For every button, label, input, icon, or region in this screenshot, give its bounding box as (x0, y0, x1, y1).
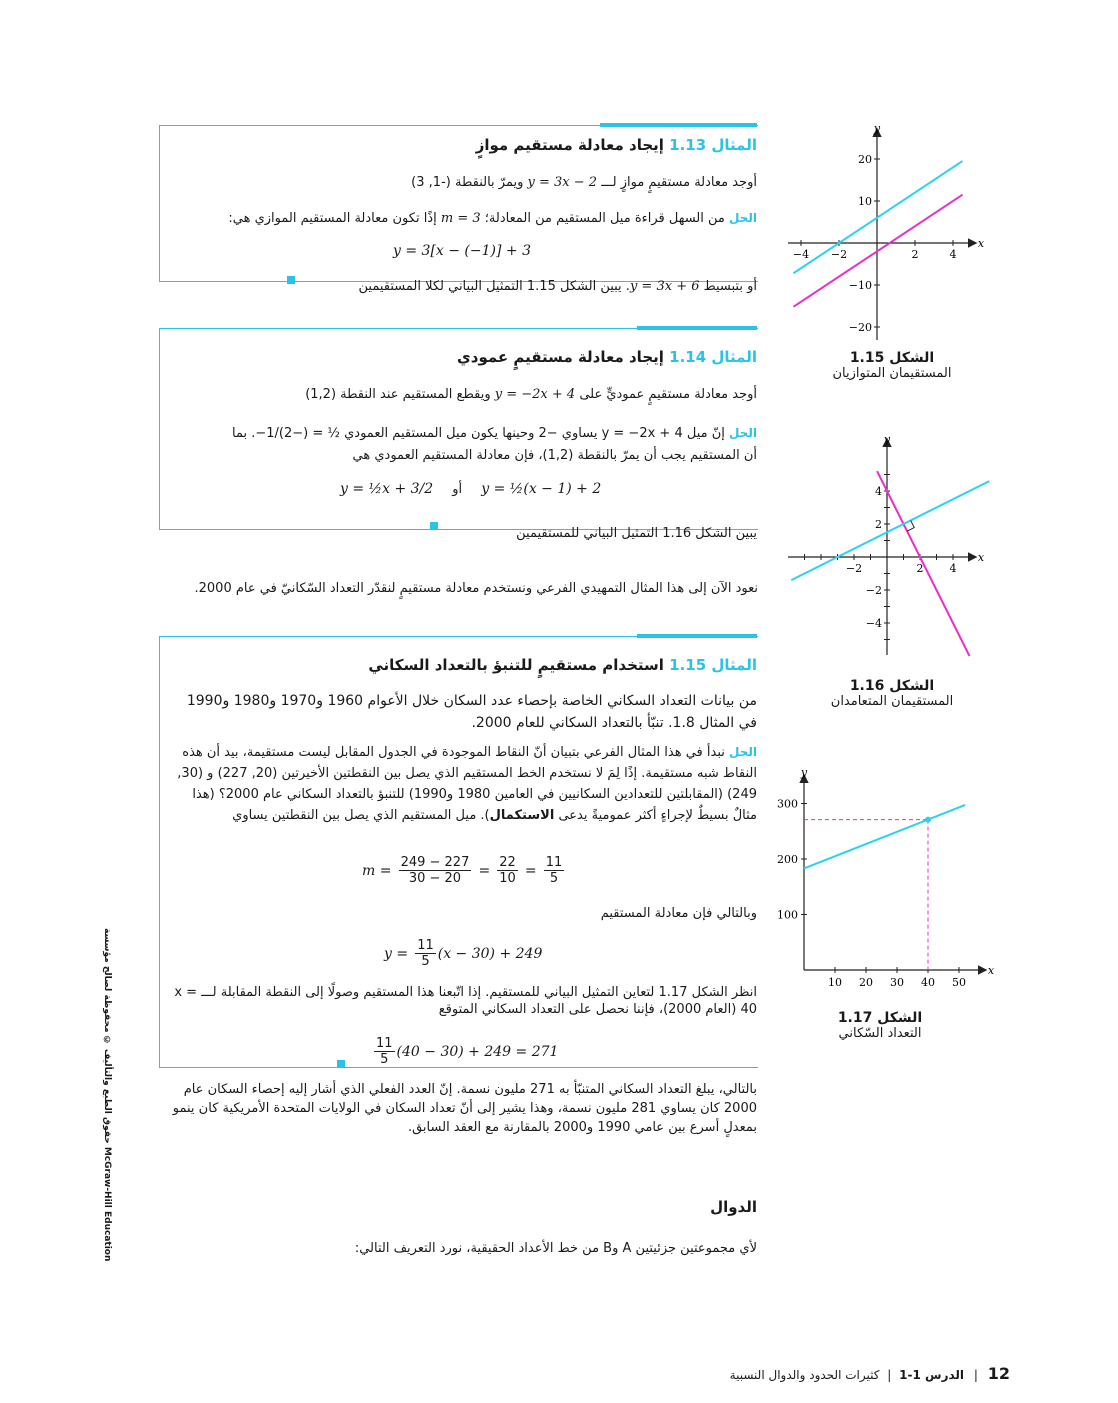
y-axis-label: y (800, 766, 808, 779)
conclusion-paragraph: بالتالي، يبلغ التعداد السكاني المتنبّأ به 271 مليون نسمة. إنّ العدد الفعلي الذي أشار إليه إحصاء السكان عام 2000 كان يساوي 281 مليون نسمة، وهذا يشير إلى أنّ تعداد السكان في الولايات المتحدة الأمريكية كان ينمو بمعدلٍ أسرع بين عامي 1990 و2000 بالمقارنة مع العقد السابق. (172, 1082, 757, 1135)
tick-label: 4 (949, 248, 957, 261)
figure-1-15 (780, 118, 995, 348)
example-1-13-prompt: أوجد معادلة مستقيمٍ موازٍ لـــ y = 3x − 2 ويمرّ بالنقطة (-1, 3) (411, 175, 757, 190)
page-number: 12 (987, 1364, 1010, 1383)
tick-label: 10 (858, 195, 872, 208)
tick-label: −2 (865, 584, 882, 597)
section-title: الدوال (710, 1198, 757, 1216)
tick-label: 2 (875, 518, 882, 531)
example-1-14-heading: المثال 1.14 إيجاد معادلة مستقيمٍ عمودي (457, 348, 757, 366)
y-axis-label: y (873, 122, 881, 135)
copyright-vertical: حقوق الطبع والتأليف © محفوظة لصالح مؤسسة McGraw-Hill Education (102, 928, 112, 1262)
section-intro: لأي مجموعتين جزئيتين A وB من خط الأعداد الحقيقية، نورد التعريف التالي: (354, 1241, 757, 1256)
example-1-15-solution: الحل نبدأ في هذا المثال الفرعي بتبيان أنّ النقاط الموجودة في الجدول المقابل ليست مستقيمة، بيد أن هذه النقاط شبه مستقيمة. إذًا لِمَ لا نستخدم الخط المستقيم الذي يصل بين النقطتين الأخيرتين (20, 227) و (30, 249) (المقابلتين للتعدادين السكانيين في العامين 1980 و1990) للتنبؤ بالتعداد السكاني عام 2000؟ (هذا مثالٌ بسيطٌ لإجراءٍ أكثر عموميةً يدعى الاستكمال). ميل المستقيم الذي يصل بين النقطتين يساوي (177, 745, 757, 823)
line-parallel-upper (793, 161, 962, 273)
prediction-equation: $\frac{11}{5}$ (40 − 30) + 249 = 271 (376, 1036, 559, 1067)
example-1-13-equation: y = 3[x − (−1)] + 3 (393, 243, 531, 259)
perpendicular-eq-b: y = ½x + 3/2 (340, 481, 434, 497)
tick-label: 20 (859, 976, 873, 989)
example-1-15-heading: المثال 1.15 استخدام مستقيمٍ للتنبؤ بالتعداد السكاني (368, 656, 757, 674)
example-label: المثال (711, 136, 757, 154)
tick-label: 2 (916, 562, 924, 575)
tick-label: 2 (911, 248, 919, 261)
figure-1-16 (780, 430, 995, 660)
example-1-14-equations: y = ½x + 3/2 أو y = ½(x − 1) + 2 (340, 481, 602, 497)
tick-label: −20 (848, 321, 872, 334)
example-1-13-simplify: أو بتبسيط y = 3x + 6. يبين الشكل 1.15 التمثيل البياني لكلا المستقيمين (358, 279, 757, 294)
tick-label: 200 (777, 853, 798, 866)
see-figure-text: انظر الشكل 1.17 لتعاين التمثيل البياني للمستقيم. إذا اتّبعنا هذا المستقيم وصولًا إلى النقطة المقابلة لـــ x = 40 (العام 2000)، فإننا نحصل على التعداد السكاني المتوقع (174, 985, 757, 1017)
example-title: إيجاد معادلة مستقيم موازٍ (475, 136, 664, 154)
slope-computation: m = $\frac{249 - 227}{30 - 20}$ = $\frac{22}{10}$ = $\frac{11}{5}$ (362, 855, 563, 886)
example-1-14-accent (637, 326, 757, 330)
population-line (804, 805, 965, 868)
figure-1-16-caption: الشكل 1.16 المستقيمان المتعامدان (830, 678, 954, 709)
example-1-13-solution: الحل من السهل قراءة ميل المستقيم من المعادلة؛ m = 3 إذًا تكون معادلة المستقيم الموازي هي: (228, 211, 757, 226)
example-1-14-solution: الحل إنّ ميل y = −2x + 4 يساوي −2 وحينها يكون ميل المستقيم العمودي ½ = (−2)/1−. بما أن المستقيم يجب أن يمرّ بالنقطة (1,2)، فإن معادلة المستقيم العمودي هي (231, 426, 757, 463)
example-1-15-prompt: من بيانات التعداد السكاني الخاصة بإحصاء عدد السكان خلال الأعوام 1960 و1970 و1980 و1990 في المثال 1.8. تنبّأ بالتعداد السكاني للعام 2000. (186, 693, 757, 731)
example-1-15-corner (337, 1060, 345, 1068)
predicted-point (925, 817, 931, 823)
tick-label: 50 (952, 976, 966, 989)
example-1-15-accent (637, 634, 757, 638)
tick-label: 30 (890, 976, 904, 989)
tick-label: −2 (830, 248, 848, 261)
lesson-number: الدرس 1-1 (899, 1368, 965, 1382)
tick-label: −2 (845, 562, 863, 575)
x-axis-label: x (987, 964, 995, 977)
tick-label: 10 (828, 976, 842, 989)
tick-label: 20 (858, 153, 872, 166)
lesson-title: كثيرات الحدود والدوال النسبية (729, 1368, 880, 1382)
solution-label: الحل (729, 211, 757, 225)
line-parallel-lower (793, 195, 962, 307)
y-axis-label: y (883, 433, 891, 446)
line-equation: y = $\frac{11}{5}$ (x − 30) + 249 (384, 938, 543, 969)
tick-label: 4 (949, 562, 957, 575)
tick-label: 4 (875, 485, 882, 498)
x-axis-label: x (977, 551, 985, 564)
example-number: 1.13 (669, 136, 707, 154)
x-axis-label: x (977, 237, 985, 250)
figure-1-17-caption: الشكل 1.17 التعداد السّكاني (837, 1010, 923, 1041)
example-1-14-prompt: أوجد معادلة مستقيمٍ عموديٍّ على y = −2x + 4 ويقطع المستقيم عند النقطة (1,2) (305, 387, 757, 402)
example-1-13-accent (600, 123, 757, 127)
tick-label: −4 (792, 248, 810, 261)
thus-text: وبالتالي فإن معادلة المستقيم (600, 906, 757, 921)
page-footer: 12 | الدرس 1-1 | كثيرات الحدود والدوال النسبية (729, 1364, 1010, 1383)
tick-label: 40 (921, 976, 935, 989)
example-1-14-after: يبين الشكل 1.16 التمثيل البياني للمستقيمين (516, 526, 757, 541)
figure-1-15-caption: الشكل 1.15 المستقيمان المتوازيان (832, 350, 952, 381)
tick-label: −4 (865, 617, 882, 630)
tick-label: 100 (777, 908, 798, 922)
tick-label: 300 (777, 797, 798, 811)
example-1-13-heading (197, 136, 757, 154)
perpendicular-eq-a: y = ½(x − 1) + 2 (481, 481, 602, 497)
transition-paragraph: نعود الآن إلى هذا المثال التمهيدي الفرعي ونستخدم معادلة مستقيمٍ لنقدّر التعداد السّكانيّ في عام 2000. (194, 581, 758, 596)
tick-label: −10 (848, 279, 872, 292)
figure-1-17 (775, 760, 1000, 995)
